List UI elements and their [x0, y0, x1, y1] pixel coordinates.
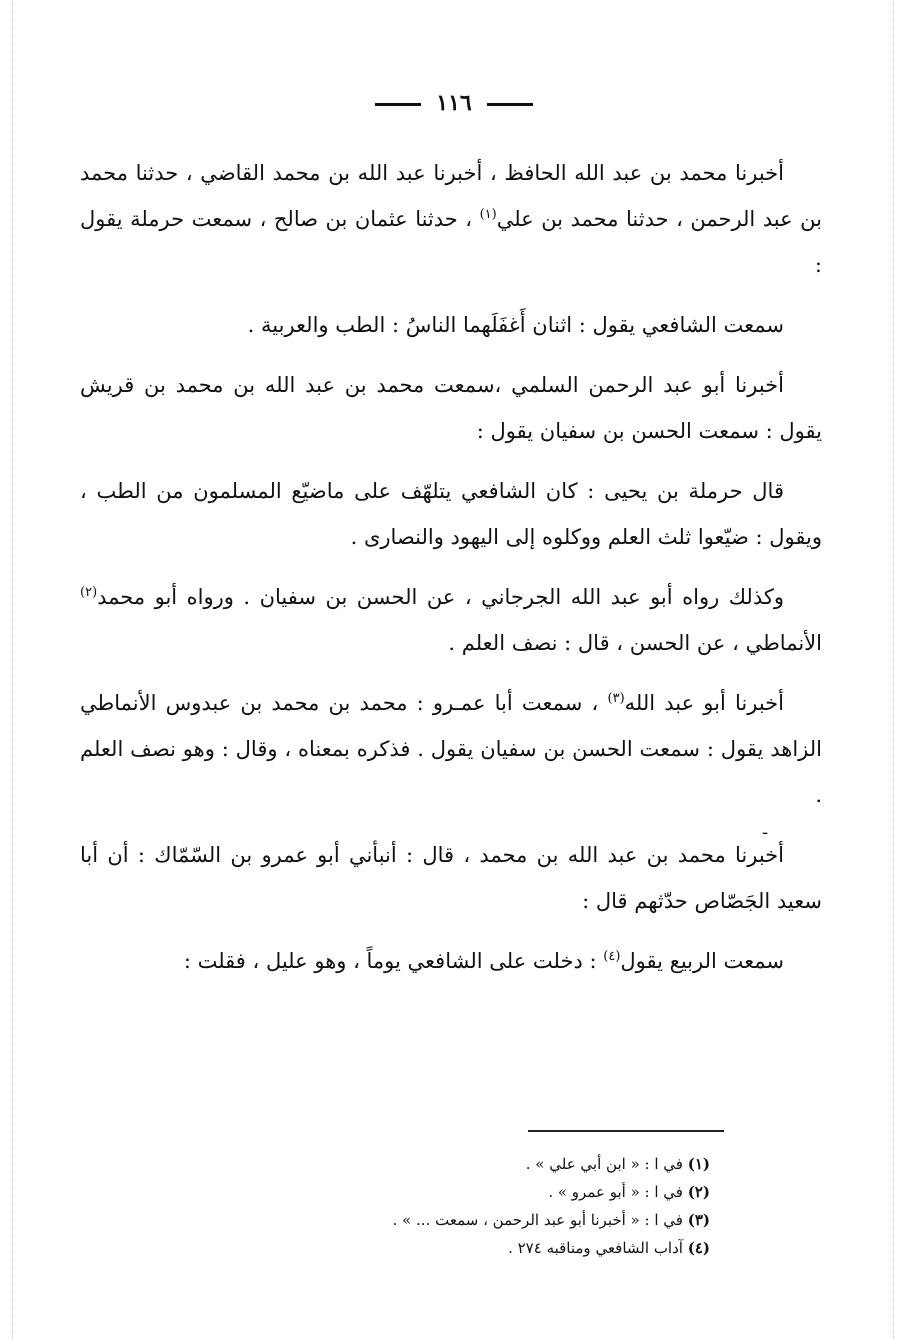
footnote-text: في ا : « ابن أبي علي » .: [525, 1155, 688, 1173]
paragraph: [80, 302, 822, 348]
paragraph: [80, 574, 822, 666]
paragraph: [80, 362, 822, 454]
paragraph-text-continued: ، حدثنا عثمان بن صالح ، سمعت حرملة يقول :: [80, 207, 822, 277]
page-number: ١١٦: [436, 90, 472, 116]
paragraph: [80, 832, 822, 924]
paragraph-text-continued: الأنماطي ، عن الحسن ، قال : نصف العلم .: [448, 631, 822, 655]
paragraph-text: أخبرنا محمد بن عبد الله بن محمد ، قال : أنبأني أبو عمرو بن السّمّاك : أن أبا سعيد الجَصّاص حدّثهم قال :: [80, 843, 822, 913]
footnote-reference: (٢): [80, 585, 98, 600]
paragraph: [80, 150, 822, 288]
footnote-text: في ا : « أخبرنا أبو عبد الرحمن ، سمعت ... » .: [392, 1211, 688, 1229]
paragraph: [80, 938, 822, 984]
header-dash: [487, 103, 533, 106]
page-number-header: [0, 90, 908, 116]
footnotes: [300, 1150, 710, 1262]
paragraph-text: سمعت الربيع يقول: [620, 949, 784, 973]
footnote-reference: (١): [479, 207, 497, 222]
footnote-text: في ا : « أبو عمرو » .: [548, 1183, 688, 1201]
footnote-separator: [528, 1130, 724, 1132]
paragraph-text-continued: : دخلت على الشافعي يوماً ، وهو عليل ، فقلت :: [183, 949, 604, 973]
scan-edge-line: [12, 0, 13, 1339]
paragraph-text: أخبرنا أبو عبد الله: [624, 691, 784, 715]
paragraph-text-continued: ، سمعت أبا عمـرو : محمد بن محمد بن عبدوس الأنماطي الزاهد يقول : سمعت الحسن بن سفيان يقول . فذكره بمعناه ، وقال : وهو نصف العلم .: [80, 691, 822, 807]
main-text: [80, 150, 822, 998]
paragraph-text: أخبرنا محمد بن عبد الله الحافظ ، أخبرنا عبد الله بن محمد القاضي ، حدثنا محمد بن عبد الرحمن ، حدثنا محمد بن علي: [80, 161, 822, 231]
header-dash: [375, 103, 421, 106]
paragraph-text: قال حرملة بن يحيى : كان الشافعي يتلهّف على ماضيّع المسلمون من الطب ، ويقول : ضيّعوا ثلث العلم ووكلوه إلى اليهود والنصارى .: [80, 479, 822, 549]
scan-edge-line: [893, 0, 894, 1339]
paragraph-text: وكذلك رواه أبو عبد الله الجرجاني ، عن الحسن بن سفيان . ورواه أبو محمد: [97, 585, 784, 609]
paragraph-text: سمعت الشافعي يقول : اثنان أَغفَلَهما الناسُ : الطب والعربية .: [247, 313, 784, 337]
footnote: [300, 1206, 710, 1234]
footnote: [300, 1178, 710, 1206]
footnote-number: (٢): [687, 1183, 710, 1201]
footnote-text: آداب الشافعي ومناقبه ٢٧٤ .: [508, 1239, 688, 1257]
footnote: [300, 1234, 710, 1262]
footnote-number: (١): [687, 1155, 710, 1173]
paragraph: [80, 468, 822, 560]
footnote-reference: (٣): [607, 691, 625, 706]
footnote-reference: (٤): [603, 949, 621, 964]
paragraph-text: أخبرنا أبو عبد الرحمن السلمي ،سمعت محمد بن عبد الله بن محمد بن قريش يقول : سمعت الحسن بن سفيان يقول :: [80, 373, 822, 443]
footnote: [300, 1150, 710, 1178]
footnote-number: (٤): [687, 1239, 710, 1257]
margin-mark: -: [762, 822, 769, 843]
footnote-number: (٣): [687, 1211, 710, 1229]
paragraph: [80, 680, 822, 818]
